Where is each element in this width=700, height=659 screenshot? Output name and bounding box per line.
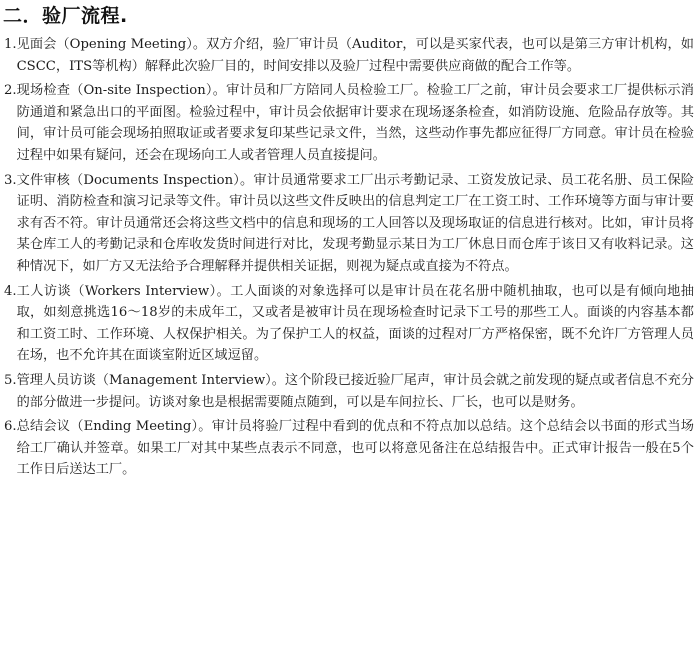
item-number: 6. (4, 419, 17, 435)
list-item-management-interview (4, 370, 694, 413)
audit-process-list (4, 34, 694, 484)
item-number: 4. (4, 283, 17, 299)
item-text: 管理人员访谈（Management Interview）。这个阶段已接近验厂尾声，审计员会就之前发现的疑点或者信息不充分的部分做进一步提问。访谈对象也是根据需要随点随到，可以是车间拉长、厂长，也可以是财务。 (16, 372, 694, 410)
item-number: 5. (4, 372, 17, 388)
list-item-documents-inspection (4, 170, 694, 278)
item-number: 1. (4, 37, 17, 52)
item-number: 2. (4, 83, 17, 99)
section-heading: 二．验厂流程. (3, 5, 128, 27)
item-text: 文件审核（Documents Inspection）。审计员通常要求工厂出示考勤记录、工资发放记录、员工花名册、员工保险证明、消防检查和演习记录等文件。审计员以这些文件反映出的信息判定工厂在工资工时、工作环境等方面与审计要求有否不符。审计员通常还会将这些文档中的信息和现场的工人回答以及现场取证的信息进行核对。比如，审计员将某仓库工人的考勤记录和仓库收发货时间进行对比，发现考勤显示某日为工厂休息日而仓库于该日又有收料记录。这种情况下，如厂方又无法给予合理解释并提供相关证据，则视为疑点或直接为不符点。 (16, 172, 694, 274)
item-text: 见面会（Opening Meeting）。双方介绍，验厂审计员（Auditor，可以是买家代表，也可以是第三方审计机构，如CSCC，ITS等机构）解释此次验厂目的，时间安排以及验厂过程中需要供应商做的配合工作等。 (16, 37, 694, 74)
item-text: 工人访谈（Workers Interview）。工人面谈的对象选择可以是审计员在花名册中随机抽取，也可以是有倾向地抽取，如刻意挑选16～18岁的未成年工，又或者是被审计员在现场检查时记录下工号的那些工人。面谈的内容基本都和工资工时、工作环境、人权保护相关。为了保护工人的权益，面谈的过程对厂方严格保密，既不允许厂方管理人员在场，也不允许其在面谈室附近区域逗留。 (16, 283, 694, 364)
list-item-workers-interview (4, 281, 694, 367)
item-text: 总结会议（Ending Meeting）。审计员将验厂过程中看到的优点和不符点加以总结。这个总结会以书面的形式当场给工厂确认并签章。如果工厂对其中某些点表示不同意，也可以将意见备注在总结报告中。正式审计报告一般在5个工作日后送达工厂。 (16, 419, 694, 478)
list-item-onsite-inspection (4, 80, 694, 166)
item-number: 3. (4, 172, 17, 188)
list-item-opening-meeting (4, 34, 694, 77)
list-item-ending-meeting (4, 416, 694, 481)
item-text: 现场检查（On-site Inspection）。审计员和厂方陪同人员检验工厂。检验工厂之前，审计员会要求工厂提供标示消防通道和紧急出口的平面图。检验过程中，审计员会依据审计要求在现场逐条检查，如消防设施、危险品存放等。其间，审计员可能会现场拍照取证或者要求复印某些记录文件，当然，这些动作事先都应征得厂方同意。审计员在检验过程中如果有疑问，还会在现场向工人或者管理人员直接提问。 (16, 83, 694, 163)
